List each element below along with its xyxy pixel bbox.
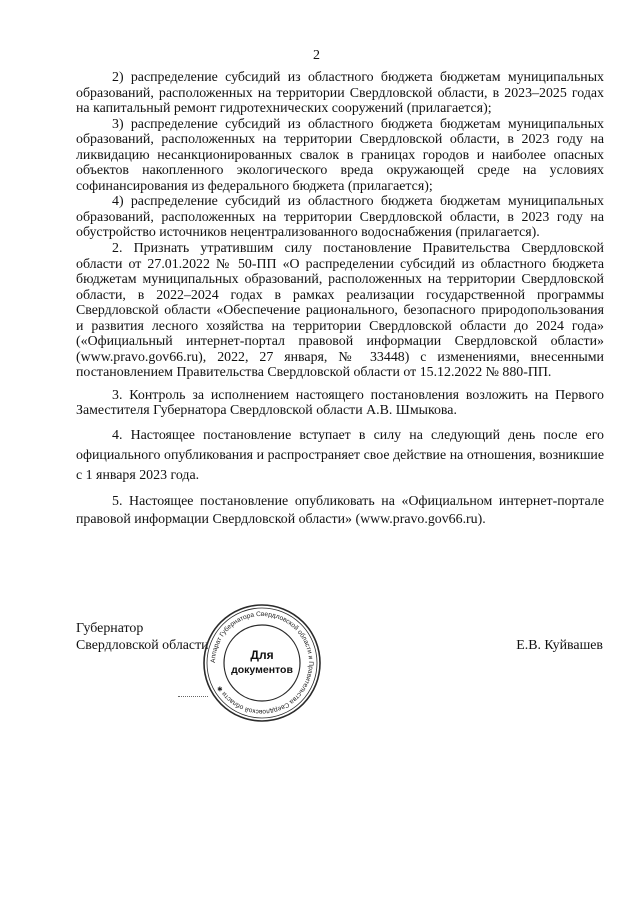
- stamp-outer-ring: [204, 605, 320, 721]
- official-stamp: [200, 601, 324, 725]
- stamp-inner-ring: [224, 625, 300, 701]
- document-body: [76, 70, 604, 529]
- paragraph-item-2: 2) распределение субсидий из областного бюджета бюджетам муниципальных образований, расположенных на территории Свердловской области, в 2023–2025 годах на капитальный ремонт гидротехнических сооружений (прилагается);: [76, 70, 604, 117]
- paragraph-item-4: 4) распределение субсидий из областного бюджета бюджетам муниципальных образований, расположенных на территории Свердловской области, в 2023 году на обустройство источников нецентрализованного водоснабжения (прилагается).: [76, 194, 604, 241]
- paragraph-item-3: 3) распределение субсидий из областного бюджета бюджетам муниципальных образований, расположенных на территории Свердловской области, в 2023 году на ликвидацию несанкционированных свалок в границах городов и наиболее опасных объектов накопленного экологического вреда окружающей среде на условиях софинансирования из федерального бюджета (прилагается);: [76, 116, 604, 194]
- page-number: 2: [313, 48, 320, 63]
- signatory-position-line2: Свердловской области: [76, 638, 209, 653]
- stamp-center-line2: документов: [231, 664, 293, 676]
- stamp-center-line1: Для: [250, 648, 274, 662]
- paragraph-clause-3: 3. Контроль за исполнением настоящего постановления возложить на Первого Заместителя Губернатора Свердловской области А.В. Шмыкова.: [76, 387, 604, 419]
- signatory-position: [76, 620, 209, 654]
- stamp-ring-text: Аппарат Губернатора Свердловской области и Правительства Свердловской области ✱: [209, 610, 315, 716]
- signatory-position-line1: Губернатор: [76, 621, 144, 636]
- paragraph-clause-4: 4. Настоящее постановление вступает в силу на следующий день после его официального опубликования и распространяет свое действие на отношения, возникшие с 1 января 2023 года.: [76, 428, 604, 484]
- paragraph-clause-5: 5. Настоящее постановление опубликовать на «Официальном интернет-портале правовой информации Свердловской области» (www.pravo.gov66.ru).: [76, 494, 604, 528]
- signatory-name: Е.В. Куйвашев: [516, 638, 603, 653]
- paragraph-clause-2: 2. Признать утратившим силу постановление Правительства Свердловской области от 27.01.2022 № 50-ПП «О распределении субсидий из областного бюджета бюджетам муниципальных образований, расположенных на территории Свердловской области, в 2022–2024 годах в рамках реализации государственной программы Свердловской области «Обеспечение рационального, безопасного природопользования и развития лесного хозяйства на территории Свердловской области до 2024 года» («Официальный интернет-портал правовой информации Свердловской области» (www.pravo.gov66.ru), 2022, 27 января, № 33448) с изменениями, внесенными постановлением Правительства Свердловской области от 15.12.2022 № 880-ПП.: [76, 241, 604, 381]
